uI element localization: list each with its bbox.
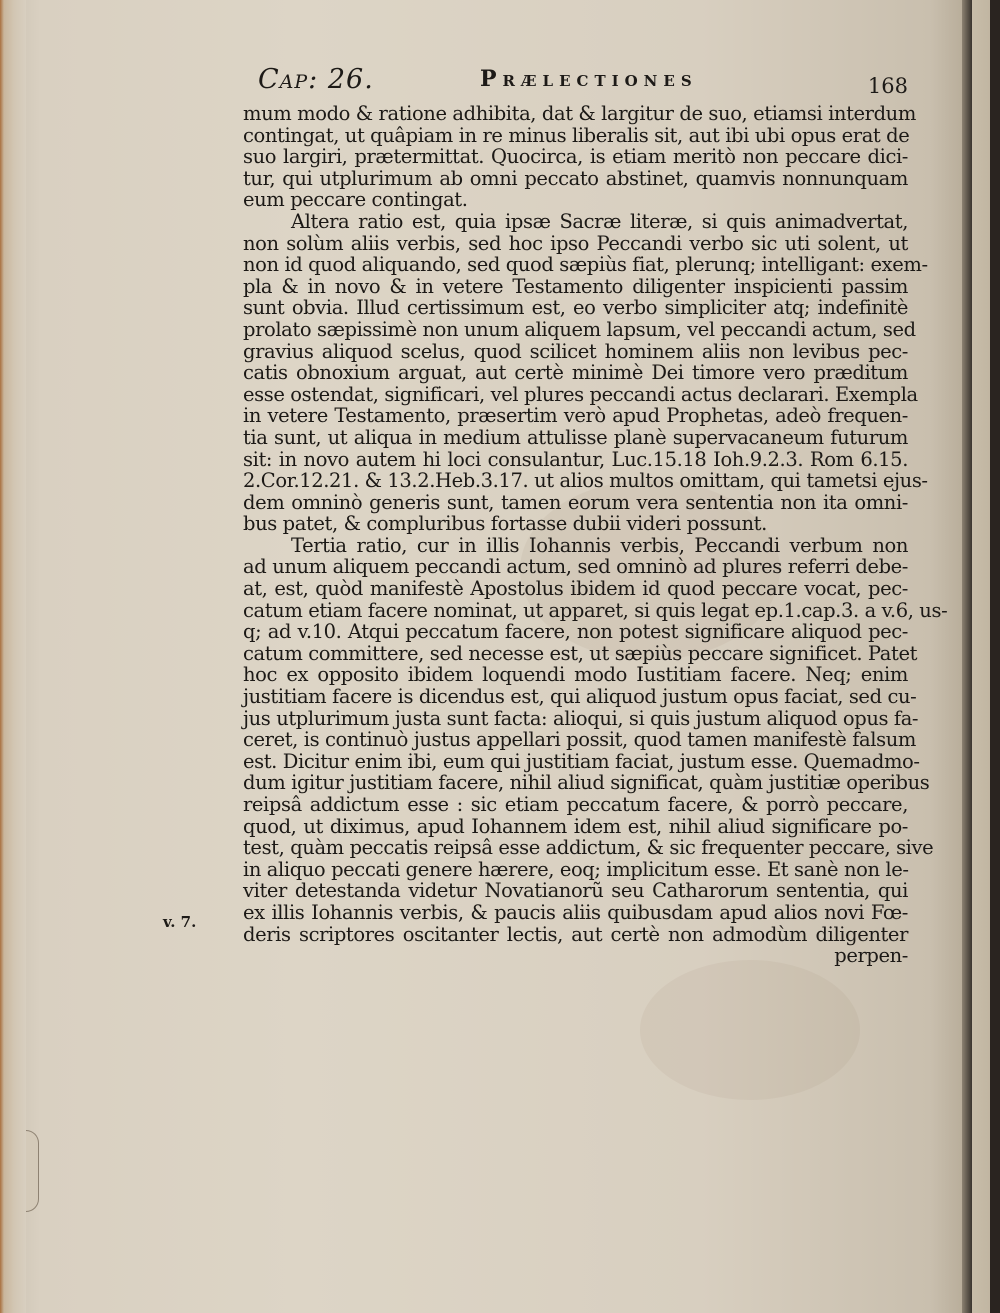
text-line: in vetere Testamento, præsertim verò apud Prophetas, adeò frequen- xyxy=(243,404,908,428)
body-text xyxy=(243,102,948,968)
text-line: dem omninò generis sunt, tamen eorum vera sententia non ita omni- xyxy=(243,490,908,514)
text-line: q; ad v.10. Atqui peccatum facere, non potest significare aliquod pec- xyxy=(243,620,908,644)
text-line: hoc ex opposito ibidem loquendi modo Iustitiam facere. Neq; enim xyxy=(243,663,908,687)
page-tab-mark xyxy=(26,1130,39,1212)
text-line: catis obnoxium arguat, aut certè minimè Dei timore vero præditum xyxy=(243,361,908,385)
text-line: ex illis Iohannis verbis, & paucis aliis quibusdam apud alios novi Fœ- xyxy=(243,900,908,924)
text-line: at, est, quòd manifestè Apostolus ibidem id quod peccare vocat, pec- xyxy=(243,577,908,601)
book-gutter xyxy=(962,0,972,1313)
text-line: viter detestanda videtur Novatianorũ seu Catharorum sententia, qui xyxy=(243,879,908,903)
text-line: sunt obvia. Illud certissimum est, eo verbo simpliciter atq; indefinitè xyxy=(243,296,908,320)
text-line: ceret, is continuò justus appellari possit, quod tamen manifestè falsum xyxy=(243,728,916,752)
text-line: suo largiri, prætermittat. Quocirca, is etiam meritò non peccare dici- xyxy=(243,145,908,169)
paragraph-start: Altera ratio est, quia ipsæ Sacræ literæ, si quis animadvertat, xyxy=(291,209,908,233)
text-line: gravius aliquod scelus, quod scilicet hominem aliis non levibus pec- xyxy=(243,339,908,363)
text-line: esse ostendat, significari, vel plures peccandi actus declarari. Exempla xyxy=(243,382,918,406)
text-line: reipsâ addictum esse : sic etiam peccatum facere, & porrò peccare, xyxy=(243,793,908,816)
text-line: ad unum aliquem peccandi actum, sed omninò ad plures referri debe- xyxy=(243,555,908,579)
text-line: tur, qui utplurimum ab omni peccato abstinet, quamvis nonnunquam xyxy=(243,166,908,190)
text-line: in aliquo peccati genere hærere, eoq; implicitum esse. Et sanè non le- xyxy=(243,857,909,881)
text-line: tia sunt, ut aliqua in medium attulisse planè supervacaneum futurum xyxy=(243,425,908,449)
text-line: quod, ut diximus, apud Iohannem idem est, nihil aliud significare po- xyxy=(243,814,908,838)
background-edge xyxy=(990,0,1000,1313)
text-line: est. Dicitur enim ibi, eum qui justitiam faciat, justum esse. Quemadmo- xyxy=(243,749,920,773)
text-line: deris scriptores oscitanter lectis, aut certè non admodùm diligenter xyxy=(243,922,908,946)
text-line: non id quod aliquando, sed quod sæpiùs fiat, plerunq; intelligant: exem- xyxy=(243,253,928,277)
text-line: eum peccare contingat. xyxy=(243,188,468,212)
text-line: pla & in novo & in vetere Testamento diligenter inspicienti passim xyxy=(243,274,908,298)
paragraph-start: Tertia ratio, cur in illis Iohannis verbis, Peccandi verbum non xyxy=(291,533,908,557)
catchword: perpen- xyxy=(834,944,908,968)
paper-stain xyxy=(640,960,860,1100)
running-header xyxy=(258,62,908,102)
text-line: catum committere, sed necesse est, ut sæpiùs peccare significet. Patet xyxy=(243,641,918,665)
text-line: test, quàm peccatis reipsâ esse addictum, & sic frequenter peccare, sive xyxy=(243,836,934,860)
page-edge xyxy=(0,0,26,1313)
text-line: dum igitur justitiam facere, nihil aliud significat, quàm justitiæ operibus xyxy=(243,771,930,795)
margin-note: v. 7. xyxy=(163,913,197,931)
text-line: jus utplurimum justa sunt facta: alioqui, si quis justum aliquod opus fa- xyxy=(243,706,919,730)
text-line: contingat, ut quâpiam in re minus liberalis sit, aut ibi ubi opus erat de xyxy=(243,123,910,147)
text-line: justitiam facere is dicendus est, qui aliquod justum opus faciat, sed cu- xyxy=(243,685,917,709)
chapter-heading: Cap: 26. xyxy=(258,64,374,95)
text-line: sit: in novo autem hi loci consulantur, Luc.15.18 Ioh.9.2.3. Rom 6.15. xyxy=(243,447,908,471)
text-line: prolato sæpissimè non unum aliquem lapsum, vel peccandi actum, sed xyxy=(243,317,916,341)
text-line: catum etiam facere nominat, ut apparet, si quis legat ep.1.cap.3. a v.6, us- xyxy=(243,598,948,622)
page-number: 168 xyxy=(867,74,908,98)
text-line: bus patet, & compluribus fortasse dubii videri possunt. xyxy=(243,512,767,536)
text-line: non solùm aliis verbis, sed hoc ipso Peccandi verbo sic uti solent, ut xyxy=(243,231,908,255)
text-line: mum modo & ratione adhibita, dat & largitur de suo, etiamsi interdum xyxy=(243,102,916,125)
running-title: Prælectiones xyxy=(480,66,698,92)
text-line: 2.Cor.12.21. & 13.2.Heb.3.17. ut alios multos omittam, qui tametsi ejus- xyxy=(243,469,928,493)
